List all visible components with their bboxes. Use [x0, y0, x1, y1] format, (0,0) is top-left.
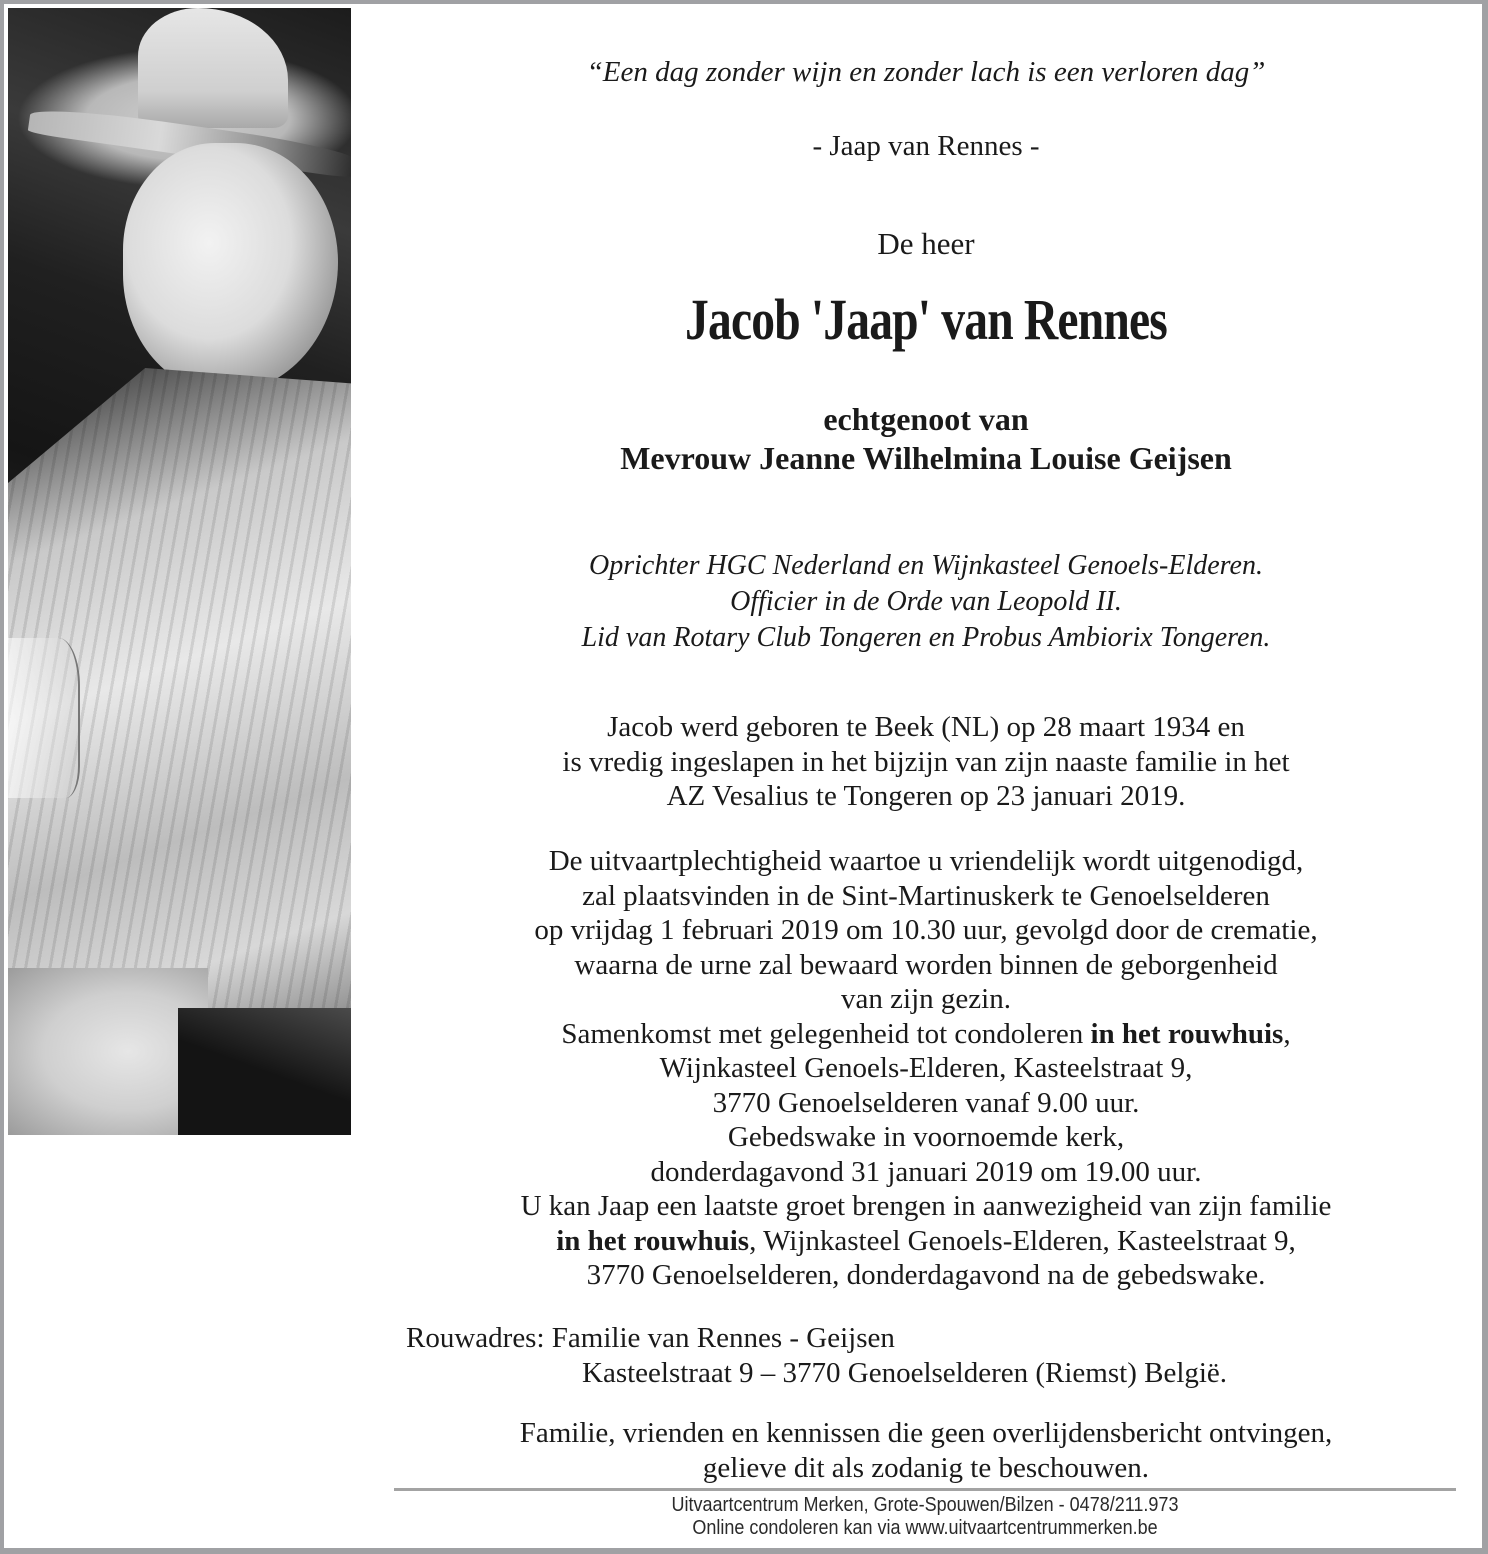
- mourning-address-line1: Rouwadres: Familie van Rennes - Geijsen: [406, 1322, 895, 1354]
- role-item: Lid van Rotary Club Tongeren en Probus Ambiorix Tongeren.: [581, 622, 1271, 653]
- funeral-line: donderdagavond 31 januari 2019 om 19.00 uur.: [650, 1155, 1202, 1188]
- funeral-line: De uitvaartplechtigheid waartoe u vriendelijk wordt uitgenodigd,: [548, 845, 1304, 877]
- funeral-line: op vrijdag 1 februari 2019 om 10.30 uur, gevolgd door de crematie,: [534, 914, 1318, 946]
- role-item: Oprichter HGC Nederland en Wijnkasteel Genoels-Elderen.: [589, 550, 1263, 581]
- funeral-text: ,: [1283, 1017, 1291, 1050]
- funeral-line: Gebedswake in voornoemde kerk,: [727, 1121, 1125, 1153]
- birth-death-paragraph: [356, 710, 1488, 814]
- footer: [447, 1494, 1403, 1540]
- condolence-website-link[interactable]: www.uitvaartcentrummerken.be: [905, 1517, 1158, 1539]
- funeral-line: [356, 1224, 1488, 1259]
- photo-wine-glass: [8, 638, 80, 798]
- rouwhuis-bold: in het rouwhuis: [556, 1224, 750, 1257]
- notice-paragraph: [356, 1416, 1488, 1486]
- spouse-intro: echtgenoot van: [823, 401, 1029, 437]
- funeral-line: van zijn gezin.: [841, 983, 1011, 1015]
- funeral-text: , Wijnkasteel Genoels-Elderen, Kasteelstraat 9,: [749, 1224, 1296, 1257]
- online-condolence-text: Online condoleren kan via: [692, 1517, 906, 1539]
- photo-hat: [138, 8, 288, 128]
- rouwhuis-bold: in het rouwhuis: [1090, 1017, 1284, 1050]
- photo-face: [123, 143, 338, 393]
- online-condolence-line: [447, 1517, 1403, 1540]
- portrait-photo: [8, 8, 351, 1135]
- salutation: De heer: [877, 226, 975, 261]
- funeral-line: 3770 Genoelselderen, donderdagavond na de gebedswake.: [586, 1259, 1266, 1291]
- role-item: Officier in de Orde van Leopold II.: [730, 586, 1122, 617]
- birth-death-line: Jacob werd geboren te Beek (NL) op 28 maart 1934 en: [607, 711, 1245, 743]
- photo-shadow: [178, 1008, 351, 1135]
- notice-line: Familie, vrienden en kennissen die geen overlijdensbericht ontvingen,: [519, 1417, 1333, 1449]
- funeral-line: zal plaatsvinden in de Sint-Martinuskerk te Genoelselderen: [582, 879, 1270, 912]
- footer-divider: [394, 1488, 1456, 1491]
- funeral-line: waarna de urne zal bewaard worden binnen de geborgenheid: [574, 948, 1278, 981]
- quote-author: - Jaap van Rennes -: [812, 130, 1040, 162]
- funeral-line: [356, 1017, 1488, 1052]
- deceased-name: Jacob 'Jaap' van Rennes: [685, 287, 1167, 352]
- funeral-paragraph: [356, 844, 1488, 1293]
- roles-list: [356, 548, 1488, 656]
- spouse-name: Mevrouw Jeanne Wilhelmina Louise Geijsen: [620, 440, 1232, 476]
- birth-death-line: AZ Vesalius te Tongeren op 23 januari 2019.: [666, 780, 1186, 812]
- quote-text: “Een dag zonder wijn en zonder lach is een verloren dag”: [586, 56, 1266, 88]
- birth-death-line: is vredig ingeslapen in het bijzijn van zijn naaste familie in het: [562, 745, 1290, 778]
- mourning-address-line2: Kasteelstraat 9 – 3770 Genoelselderen (Riemst) België.: [582, 1357, 1228, 1389]
- funeral-line: U kan Jaap een laatste groet brengen in aanwezigheid van zijn familie: [520, 1190, 1332, 1222]
- funeral-home-info: Uitvaartcentrum Merken, Grote-Spouwen/Bilzen - 0478/211.973: [671, 1494, 1179, 1516]
- funeral-line: 3770 Genoelselderen vanaf 9.00 uur.: [712, 1086, 1140, 1119]
- notice-line: gelieve dit als zodanig te beschouwen.: [702, 1452, 1150, 1484]
- funeral-line: Wijnkasteel Genoels-Elderen, Kasteelstraat 9,: [659, 1052, 1193, 1084]
- funeral-text: Samenkomst met gelegenheid tot condoleren: [561, 1017, 1091, 1050]
